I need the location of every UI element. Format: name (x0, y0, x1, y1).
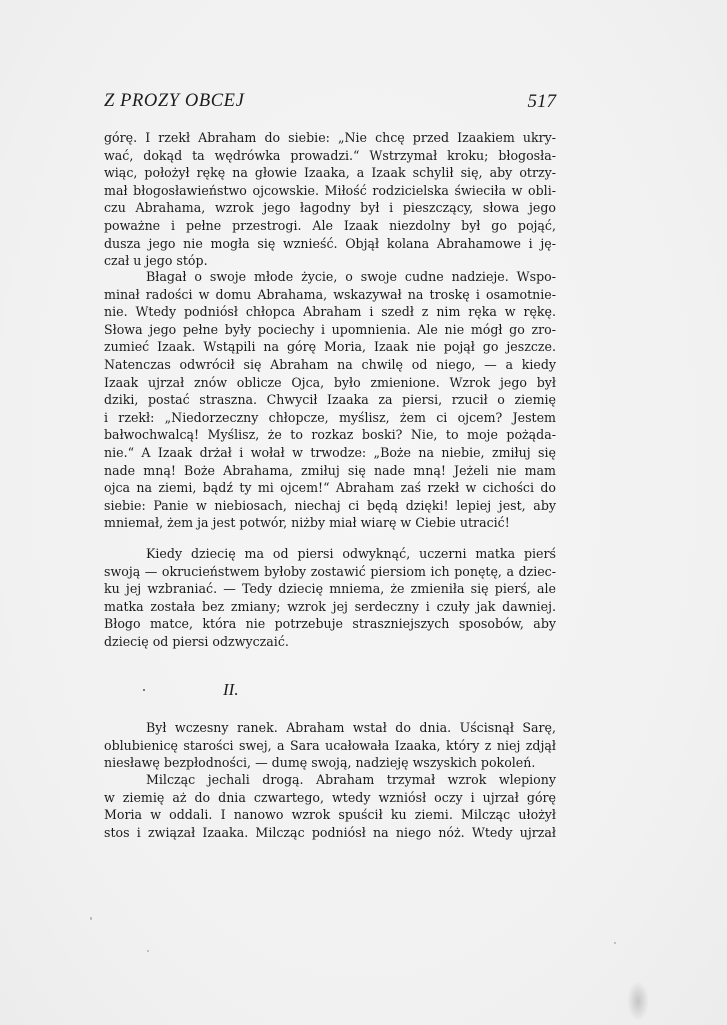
text-line: niesławę bezpłodności, — dumę swoją, nadzieję wszyskich pokoleń. (104, 755, 536, 771)
paper-speck (614, 942, 616, 944)
text-line: bałwochwalcą! Myślisz, że to rozkaz boski? Nie, to moje pożąda- (104, 427, 556, 443)
text-line: ku jej wzbraniać. — Tedy dziecię mniema, że zmieniła się pierś, ale (104, 581, 556, 597)
text-line: nie. Wtedy podniósł chłopca Abraham i szedł z nim ręka w rękę. (104, 304, 556, 320)
text-line: mniemał, żem ja jest potwór, niżby miał wiarę w Ciebie utracić! (104, 515, 510, 531)
text-line: Natenczas odwrócił się Abraham na chwilę od niego, — a kiedy (104, 356, 556, 372)
paragraph-weaning (104, 545, 556, 651)
text-line: Milcząc jechali drogą. Abraham trzymał wzrok wlepiony (146, 772, 556, 787)
text-line: Był wczesny ranek. Abraham wstał do dnia. Uścisnął Sarę, (146, 720, 556, 735)
text-line: górę. I rzekł Abraham do siebie: „Nie chcę przed Izaakiem ukry- (104, 130, 556, 145)
text-line: czał u jego stóp. (104, 253, 208, 269)
section-heading: II. (223, 680, 239, 699)
text-line: Izaak ujrzał znów oblicze Ojca, było zmienione. Wzrok jego był (104, 374, 556, 390)
text-line: czu Abrahama, wzrok jego łagodny był i pieszczący, słowa jego (104, 200, 556, 216)
paragraph-isaac-pleading (104, 268, 556, 532)
text-line: wać, dokąd ta wędrówka prowadzi.“ Wstrzymał kroku; błogosła- (104, 147, 556, 163)
paper-smudge (627, 981, 649, 1021)
text-line: Błagał o swoje młode życie, o swoje cudne nadzieje. Wspo- (146, 269, 556, 284)
text-line: i rzekł: „Niedorzeczny chłopcze, myślisz, żem ci ojcem? Jestem (104, 409, 556, 425)
text-line: Słowa jego pełne były pociechy i upomnienia. Ale nie mógł go zro- (104, 321, 556, 337)
text-line: stos i związał Izaaka. Milcząc podniósł na niego nóż. Wtedy ujrzał (104, 824, 556, 840)
text-line: w ziemię aż do dnia czwartego, wtedy wzniósł oczy i ujrzał górę (104, 789, 556, 805)
paper-speck (90, 917, 92, 920)
text-line: Błogo matce, która nie potrzebuje straszniejszych sposobów, aby (104, 616, 556, 632)
stray-dot (143, 689, 145, 691)
running-head (104, 91, 556, 115)
paragraph-early-morning (104, 719, 556, 772)
running-title: Z PROZY OBCEJ (104, 91, 245, 111)
text-line: swoją — okrucieństwem byłoby zostawić piersiom ich ponętę, a dziec- (104, 563, 556, 579)
text-line: poważne i pełne przestrogi. Ale Izaak niezdolny był go pojąć, (104, 217, 556, 233)
text-line: Kiedy dziecię ma od piersi odwyknąć, uczerni matka pierś (146, 546, 556, 561)
text-line: dziki, postać straszna. Chwycił Izaaka za piersi, rzucił o ziemię (104, 392, 556, 408)
text-line: zumieć Izaak. Wstąpili na górę Moria, Izaak nie pojął go jeszcze. (104, 339, 556, 355)
text-line: mał błogosławieństwo ojcowskie. Miłość rodzicielska świeciła w obli- (104, 182, 556, 198)
text-line: ojca na ziemi, bądź ty mi ojcem!“ Abraham zaś rzekł w cichości do (104, 480, 556, 496)
text-line: dusza jego nie mogła się wznieść. Objął kolana Abrahamowe i ję- (104, 235, 556, 251)
text-line: dziecię od piersi odzwyczaić. (104, 633, 289, 649)
page-number: 517 (527, 91, 556, 112)
paragraph-continuation (104, 129, 556, 270)
text-line: minał radości w domu Abrahama, wskazywał na troskę i osamotnie- (104, 286, 556, 302)
text-line: siebie: Panie w niebiosach, niechaj ci będą dzięki! lepiej jest, aby (104, 497, 556, 513)
paper-speck (147, 950, 149, 952)
paragraph-silent-journey (104, 771, 556, 841)
text-line: nade mną! Boże Abrahama, zmiłuj się nade mną! Jeżeli nie mam (104, 462, 556, 478)
text-line: matka została bez zmiany; wzrok jej serdeczny i czuły jak dawniej. (104, 598, 556, 614)
text-line: Moria w oddali. I nanowo wzrok spuścił ku ziemi. Milcząc ułożył (104, 807, 556, 823)
text-line: wiąc, położył rękę na głowie Izaaka, a Izaak schylił się, aby otrzy- (104, 165, 556, 181)
text-line: oblubienicę starości swej, a Sara ucałowała Izaaka, który z niej zdjął (104, 737, 556, 753)
text-line: nie.“ A Izaak drżał i wołał w trwodze: „Boże na niebie, zmiłuj się (104, 444, 556, 460)
